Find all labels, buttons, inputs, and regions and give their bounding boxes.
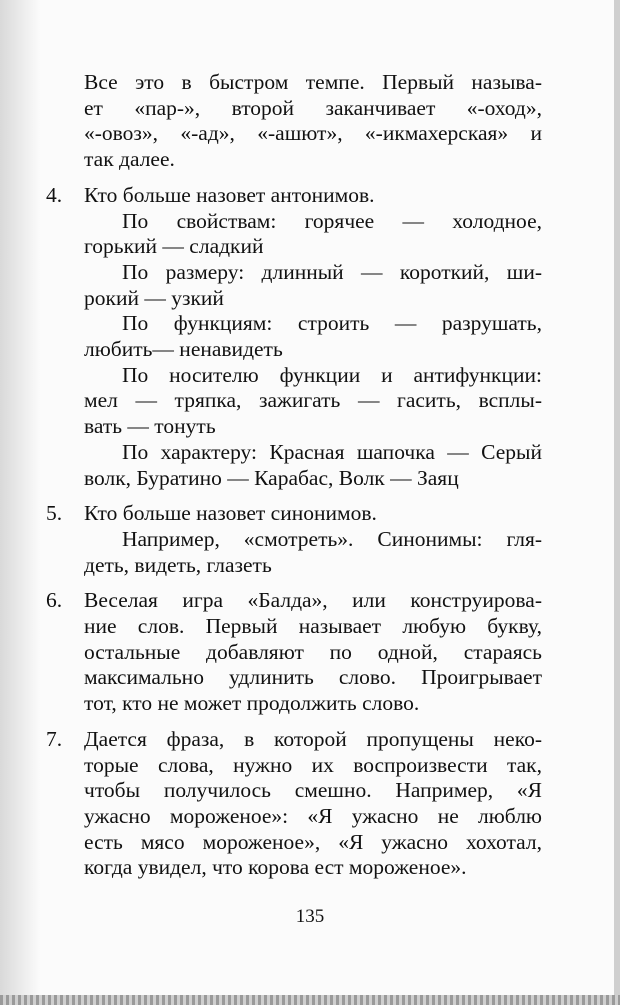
item-number: 5. (46, 501, 63, 526)
intro-line: так далее. (84, 147, 175, 172)
intro-line: «-овоз», «-ад», «-ашют», «-икмахерская» и (84, 121, 542, 146)
item-number: 6. (46, 588, 63, 613)
item-line: есть мясо мороженое», «Я ужасно хохотал, (84, 829, 542, 854)
item-line: тот, кто не может продолжить слово. (84, 691, 420, 716)
item-line: Веселая игра «Балда», или конструирова- (84, 588, 542, 613)
item-line: По свойствам: горячее — холодное, (122, 208, 542, 233)
list-item (46, 182, 542, 491)
item-line: ужасно мороженое»: «Я ужасно не люблю (84, 803, 542, 828)
list-item (46, 726, 542, 881)
item-line: По характеру: Красная шапочка — Серый (122, 439, 542, 464)
item-line: Кто больше назовет антонимов. (84, 182, 375, 207)
intro-line: ет «пар-», второй заканчивает «-оход», (84, 95, 542, 120)
item-line: По носителю функции и антифункции: (122, 362, 542, 387)
item-line: ние слов. Первый называет любую букву, (84, 614, 542, 639)
page-body (46, 70, 542, 881)
item-line: любить— ненавидеть (84, 337, 283, 362)
item-line: максимально удлинить слово. Проигрывает (84, 665, 542, 690)
item-line: вать — тонуть (84, 414, 216, 439)
item-line: Например, «смотреть». Синонимы: гля- (122, 526, 542, 551)
item-line: чтобы получилось смешно. Например, «Я (84, 778, 542, 803)
scan-bottom-edge (0, 995, 620, 1005)
item-line: горький — сладкий (84, 234, 264, 259)
intro-paragraph (84, 70, 542, 173)
item-line: остальные добавляют по одной, стараясь (84, 639, 542, 664)
page-gutter-shadow (0, 0, 40, 1005)
item-line: торые слова, нужно их воспроизвести так, (84, 752, 542, 777)
item-line: По размеру: длинный — короткий, ши- (122, 259, 542, 284)
page-edge (614, 0, 620, 1005)
item-line: Дается фраза, в которой пропущены неко- (84, 726, 542, 751)
item-number: 4. (46, 182, 63, 207)
list-item (46, 588, 542, 717)
item-line: По функциям: строить — разрушать, (122, 311, 542, 336)
page-number: 135 (295, 906, 325, 927)
item-line: Кто больше назовет синонимов. (84, 501, 377, 526)
item-line: рокий — узкий (84, 285, 224, 310)
item-line: деть, видеть, глазеть (84, 552, 272, 577)
intro-line: Все это в быстром темпе. Первый называ- (84, 70, 542, 94)
item-number: 7. (46, 726, 63, 751)
list-item (46, 501, 542, 578)
item-line: волк, Буратино — Карабас, Волк — Заяц (84, 465, 459, 490)
item-line: когда увидел, что корова ест мороженое». (84, 855, 467, 880)
item-line: мел — тряпка, зажигать — гасить, всплы- (84, 388, 542, 413)
